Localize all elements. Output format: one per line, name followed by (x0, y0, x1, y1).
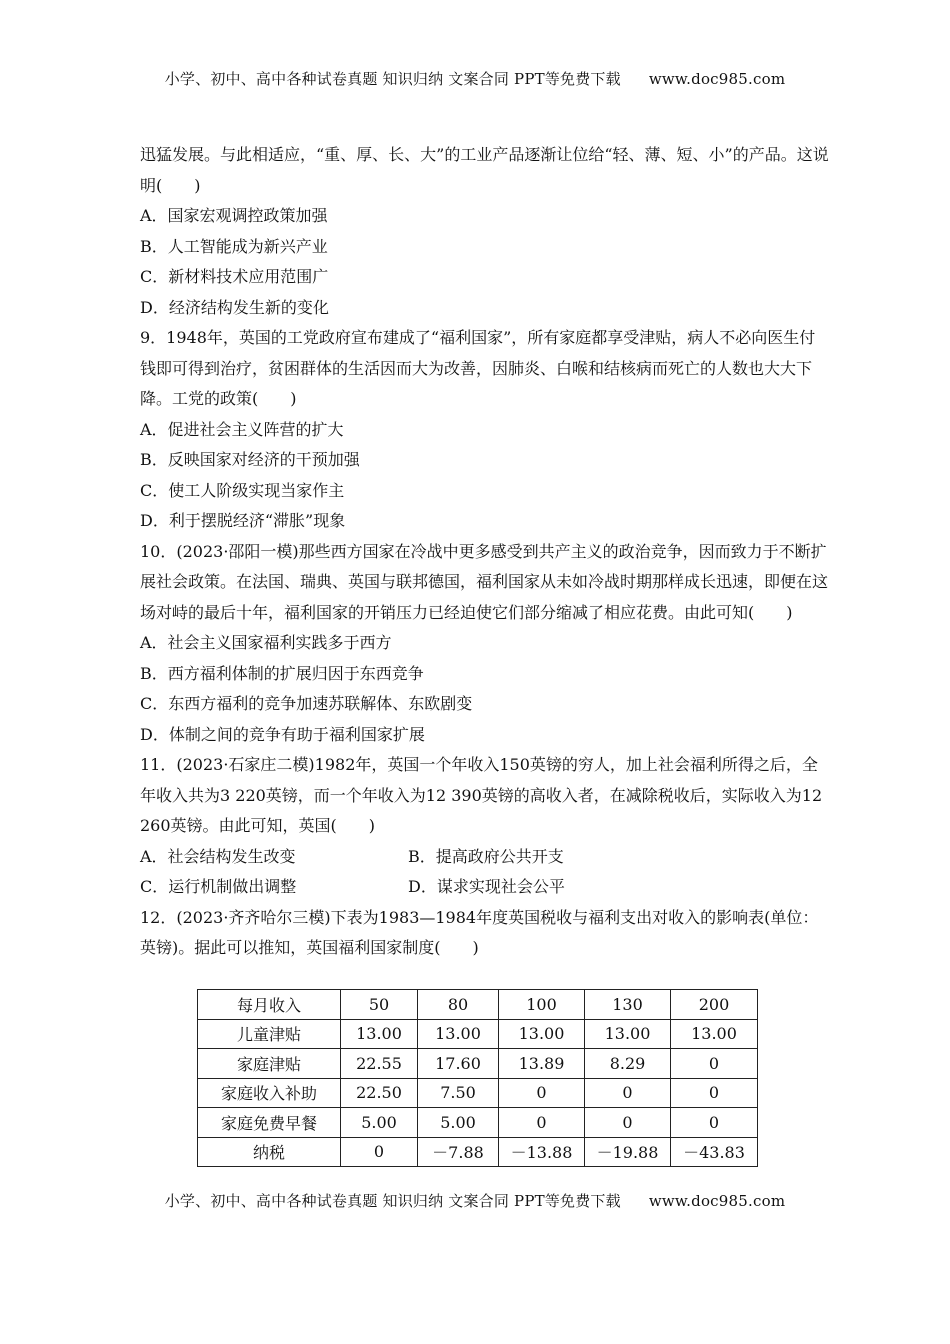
q8-option-b: B．人工智能成为新兴产业 (140, 236, 328, 256)
table-cell: 13.00 (499, 1019, 585, 1049)
table-cell: 0 (671, 1049, 758, 1079)
q9-option-d: D．利于摆脱经济“滞胀”现象 (140, 511, 346, 530)
table-row (198, 1019, 758, 1049)
table-cell: 0 (671, 1078, 758, 1108)
q8-stem: 迅猛发展。与此相适应，“重、厚、长、大”的工业产品逐渐让位给“轻、薄、短、小”的产品。这说明( ) (140, 145, 829, 195)
table-cell: 0 (585, 1078, 671, 1108)
table-cell: 7.50 (418, 1078, 499, 1108)
table-cell: 22.55 (341, 1049, 418, 1079)
table-cell: 13.89 (499, 1049, 585, 1079)
table-row (198, 1049, 758, 1079)
table-cell: 130 (585, 990, 671, 1020)
header-text: 小学、初中、高中各种试卷真题 知识归纳 文案合同 PPT等免费下载 (164, 70, 621, 88)
table-cell: 5.00 (418, 1108, 499, 1138)
question-content (140, 140, 830, 964)
q9-option-c: C．使工人阶级实现当家作主 (140, 480, 345, 500)
q8-option-d: D．经济结构发生新的变化 (140, 297, 329, 317)
q8-option-c: C．新材料技术应用范围广 (140, 267, 329, 286)
page-header (0, 68, 950, 89)
q11-stem: 11．(2023·石家庄二模)1982年，英国一个年收入150英镑的穷人，加上社会福利所得之后，全年收入共为3 220英镑，而一个年收入为12 390英镑的高收入者，在减除税收后，实际收入为12 260英镑。由此可知，英国( ) (140, 755, 823, 835)
table-cell: 13.00 (341, 1019, 418, 1049)
table-cell: 纳税 (198, 1137, 341, 1167)
q11-option-d: D．谋求实现社会公平 (408, 877, 565, 896)
table-cell: －7.88 (418, 1137, 499, 1167)
table-cell: 8.29 (585, 1049, 671, 1079)
table-cell: －43.83 (671, 1137, 758, 1167)
table-cell: 13.00 (418, 1019, 499, 1049)
q10-option-c: C．东西方福利的竞争加速苏联解体、东欧剧变 (140, 694, 473, 713)
q12-stem: 12．(2023·齐齐哈尔三模)下表为1983—1984年度英国税收与福利支出对收入的影响表(单位：英镑)。据此可以推知，英国福利国家制度( ) (140, 907, 819, 957)
footer-url[interactable]: www.doc985.com (648, 1192, 786, 1210)
table-cell: 50 (341, 990, 418, 1020)
table-cell: 13.00 (585, 1019, 671, 1049)
q9-option-a: A．促进社会主义阵营的扩大 (140, 419, 344, 439)
q11-options-row-2 (140, 872, 830, 903)
table-cell: 儿童津贴 (198, 1019, 341, 1049)
table-cell: 每月收入 (198, 990, 341, 1020)
table-row (198, 1137, 758, 1167)
table-cell: 22.50 (341, 1078, 418, 1108)
q9-stem: 9．1948年，英国的工党政府宣布建成了“福利国家”，所有家庭都享受津贴，病人不必向医生付钱即可得到治疗，贫困群体的生活因而大为改善，因肺炎、白喉和结核病而死亡的人数也大大下降。工党的政策( ) (140, 328, 816, 408)
q11-option-a: A．社会结构发生改变 (140, 846, 296, 866)
table-cell: －19.88 (585, 1137, 671, 1167)
q8-option-a: A．国家宏观调控政策加强 (140, 206, 328, 225)
q10-option-d: D．体制之间的竞争有助于福利国家扩展 (140, 724, 425, 744)
table-cell: 家庭津贴 (198, 1049, 341, 1079)
table-cell: 家庭免费早餐 (198, 1108, 341, 1138)
page-footer (0, 1190, 950, 1211)
table-cell: 家庭收入补助 (198, 1078, 341, 1108)
table-cell: 17.60 (418, 1049, 499, 1079)
q11-option-c: C．运行机制做出调整 (140, 877, 297, 896)
q9-option-b: B．反映国家对经济的干预加强 (140, 450, 360, 469)
table-cell: 0 (671, 1108, 758, 1138)
table-cell: 200 (671, 990, 758, 1020)
q10-option-a: A．社会主义国家福利实践多于西方 (140, 633, 392, 652)
q10-option-b: B．西方福利体制的扩展归因于东西竞争 (140, 663, 424, 683)
q11-options-row-1 (140, 842, 830, 873)
table-row (198, 990, 758, 1020)
table-cell: －13.88 (499, 1137, 585, 1167)
table-cell: 13.00 (671, 1019, 758, 1049)
table-cell: 0 (499, 1078, 585, 1108)
table-cell: 5.00 (341, 1108, 418, 1138)
header-url[interactable]: www.doc985.com (648, 70, 786, 88)
table-cell: 0 (341, 1137, 418, 1167)
table-cell: 0 (585, 1108, 671, 1138)
table-cell: 100 (499, 990, 585, 1020)
table-row (198, 1078, 758, 1108)
table-cell: 0 (499, 1108, 585, 1138)
footer-text: 小学、初中、高中各种试卷真题 知识归纳 文案合同 PPT等免费下载 (164, 1192, 621, 1210)
q10-stem: 10．(2023·邵阳一模)那些西方国家在冷战中更多感受到共产主义的政治竞争，因而致力于不断扩展社会政策。在法国、瑞典、英国与联邦德国，福利国家从未如冷战时期那样成长迅速，即便在这场对峙的最后十年，福利国家的开销压力已经迫使它们部分缩减了相应花费。由此可知( ) (140, 541, 829, 622)
q12-data-table (197, 989, 758, 1167)
table-row (198, 1108, 758, 1138)
table-cell: 80 (418, 990, 499, 1020)
q11-option-b: B．提高政府公共开支 (408, 846, 564, 866)
